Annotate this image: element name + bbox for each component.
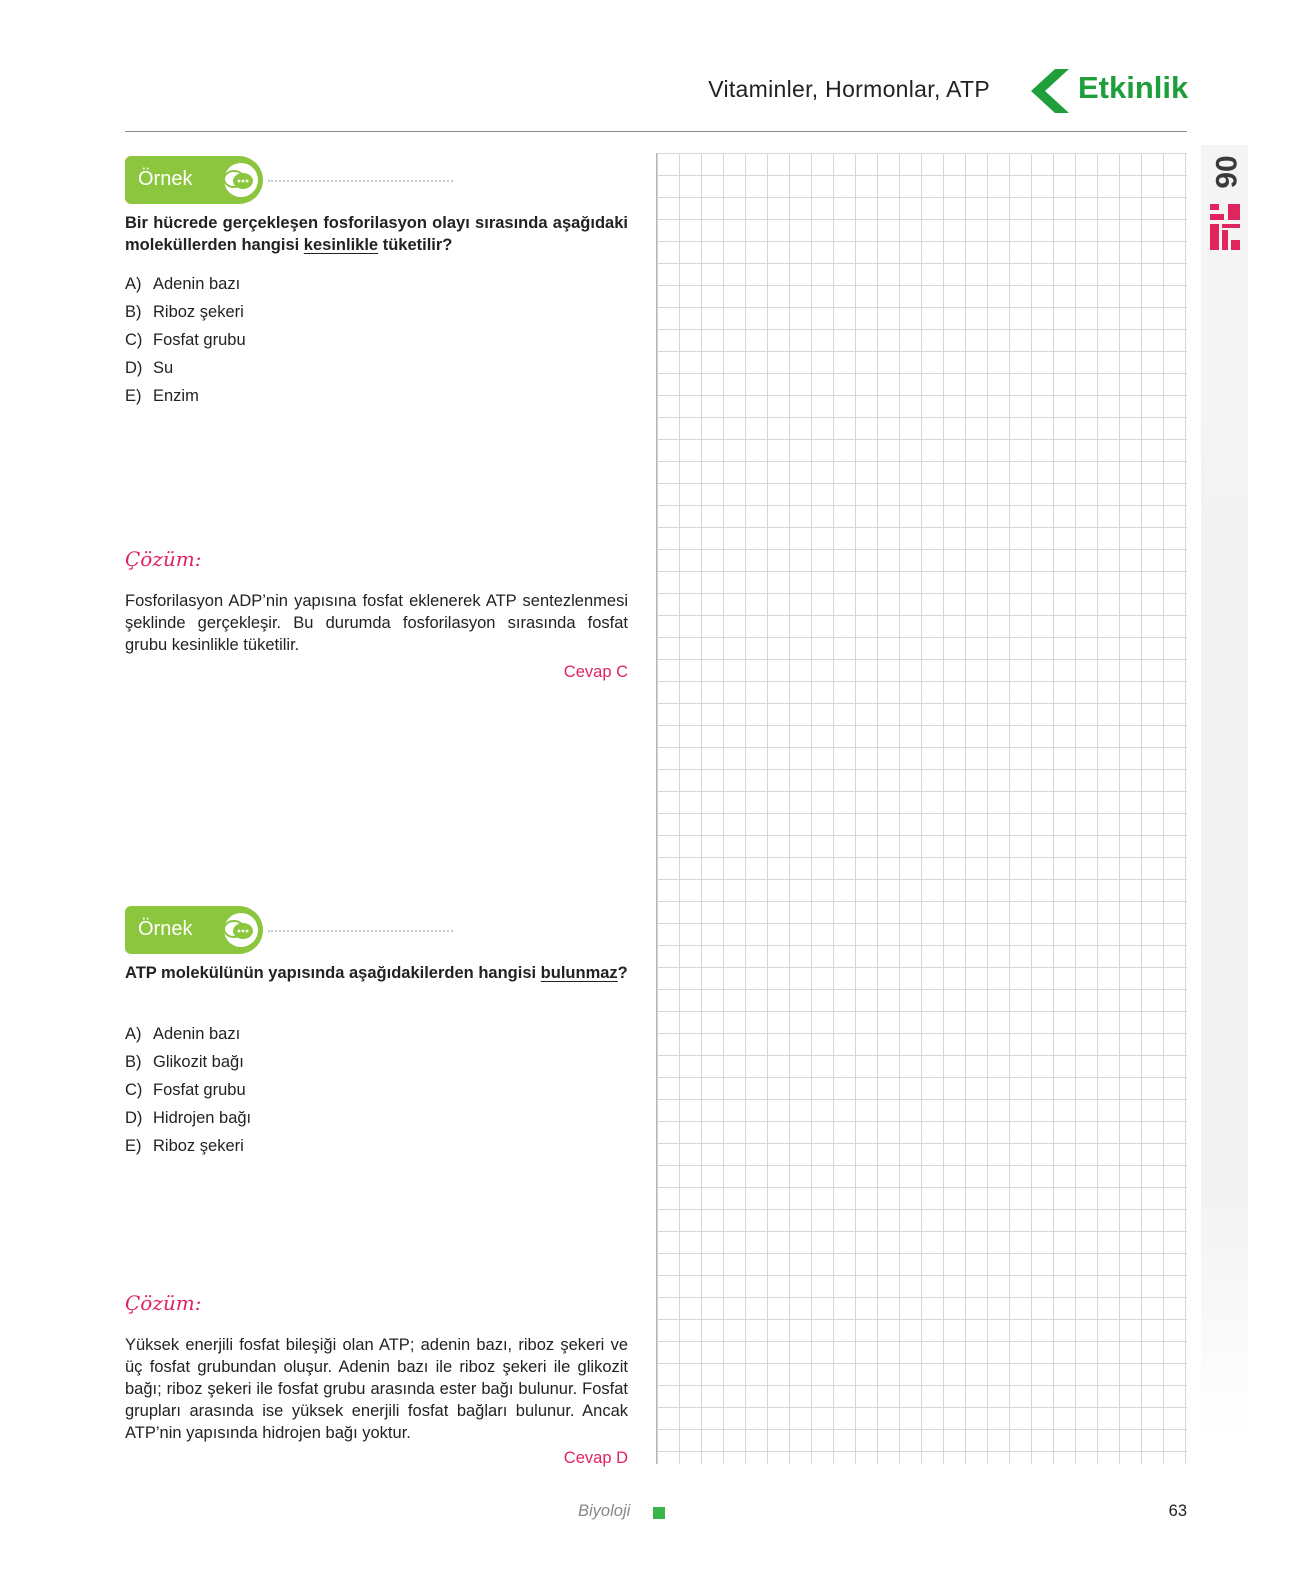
- option-a: [125, 273, 246, 301]
- option-a: [125, 1023, 251, 1051]
- option-letter: C): [125, 331, 143, 349]
- fdd-logo-icon: [1208, 200, 1242, 254]
- solution-label: Çözüm:: [125, 547, 202, 571]
- option-text: Su: [153, 359, 174, 377]
- header-divider: [125, 131, 1187, 132]
- question-emphasis: bulunmaz: [540, 964, 618, 982]
- speech-bubbles-icon: [217, 162, 259, 198]
- option-text: Enzim: [153, 387, 199, 405]
- option-text: Fosfat grubu: [153, 331, 246, 349]
- answer-options: [125, 273, 246, 413]
- example-dotted-leader: [268, 180, 453, 182]
- option-e: [125, 385, 246, 413]
- speech-bubbles-icon: [217, 912, 259, 948]
- option-text: Fosfat grubu: [153, 1081, 246, 1099]
- side-tab-number: 06: [1209, 155, 1242, 189]
- option-text: Hidrojen bağı: [153, 1109, 252, 1127]
- option-b: [125, 1051, 251, 1079]
- option-text: Riboz şekeri: [153, 1137, 244, 1155]
- option-letter: A): [125, 275, 142, 293]
- answer-label: Cevap D: [563, 1449, 628, 1467]
- page-number: 63: [1168, 1502, 1187, 1520]
- option-c: [125, 1079, 251, 1107]
- example-question: [125, 962, 628, 984]
- example-badge-label: Örnek: [138, 168, 193, 190]
- question-emphasis: kesinlikle: [303, 236, 379, 254]
- option-c: [125, 329, 246, 357]
- example-dotted-leader: [268, 930, 453, 932]
- section-label: Etkinlik: [1078, 70, 1189, 105]
- footer-subject: Biyoloji: [578, 1502, 631, 1520]
- option-letter: B): [125, 1053, 142, 1071]
- question-text: ATP molekülünün yapısında aşağıdakilerden hangisi: [125, 964, 541, 982]
- answer-options: [125, 1023, 251, 1163]
- question-text-end: ?: [617, 964, 628, 982]
- solution-text: Yüksek enerjili fosfat bileşiği olan ATP; adenin bazı, riboz şekeri ve üç fosfat grubundan oluşur. Adenin bazı ile riboz şekeri ile glikozit bağı; riboz şekeri ile fosfat grubu arasında ester bağı bulunur. Fosfat grupları arasında ise yüksek enerjili fosfat bağları bulunur. Ancak ATP’nin yapısında hidrojen bağı yoktur.: [125, 1336, 628, 1442]
- example-badge: [125, 156, 263, 204]
- option-letter: E): [125, 1137, 142, 1155]
- option-text: Riboz şekeri: [153, 303, 244, 321]
- example-badge: [125, 906, 263, 954]
- option-text: Adenin bazı: [153, 275, 241, 293]
- note-grid-panel: [656, 153, 1187, 1464]
- option-letter: E): [125, 387, 142, 405]
- page-topic-title: Vitaminler, Hormonlar, ATP: [708, 76, 990, 102]
- solution-label: Çözüm:: [125, 1291, 202, 1315]
- option-letter: D): [125, 1109, 143, 1127]
- footer-square-icon: [653, 1507, 665, 1519]
- example-badge-label: Örnek: [138, 918, 193, 940]
- option-letter: B): [125, 303, 142, 321]
- chevron-left-icon: [1025, 69, 1069, 113]
- solution-text: Fosforilasyon ADP’nin yapısına fosfat eklenerek ATP sentezlenmesi şeklinde gerçekleşir. Bu durumda fosforilasyon sırasında fosfat grubu kesinlikle tüketilir.: [125, 592, 628, 654]
- option-b: [125, 301, 246, 329]
- answer-label: Cevap C: [563, 663, 628, 681]
- question-text-end: tüketilir?: [378, 236, 453, 254]
- option-letter: A): [125, 1025, 142, 1043]
- question-text: Bir hücrede gerçekleşen fosforilasyon olayı sırasında aşağıdaki moleküllerden hangisi: [125, 214, 628, 254]
- side-tab-strip: [1201, 145, 1248, 1440]
- example-question: [125, 212, 628, 256]
- option-letter: D): [125, 359, 143, 377]
- option-text: Glikozit bağı: [153, 1053, 244, 1071]
- option-d: [125, 1107, 251, 1135]
- option-d: [125, 357, 246, 385]
- option-letter: C): [125, 1081, 143, 1099]
- option-e: [125, 1135, 251, 1163]
- option-text: Adenin bazı: [153, 1025, 241, 1043]
